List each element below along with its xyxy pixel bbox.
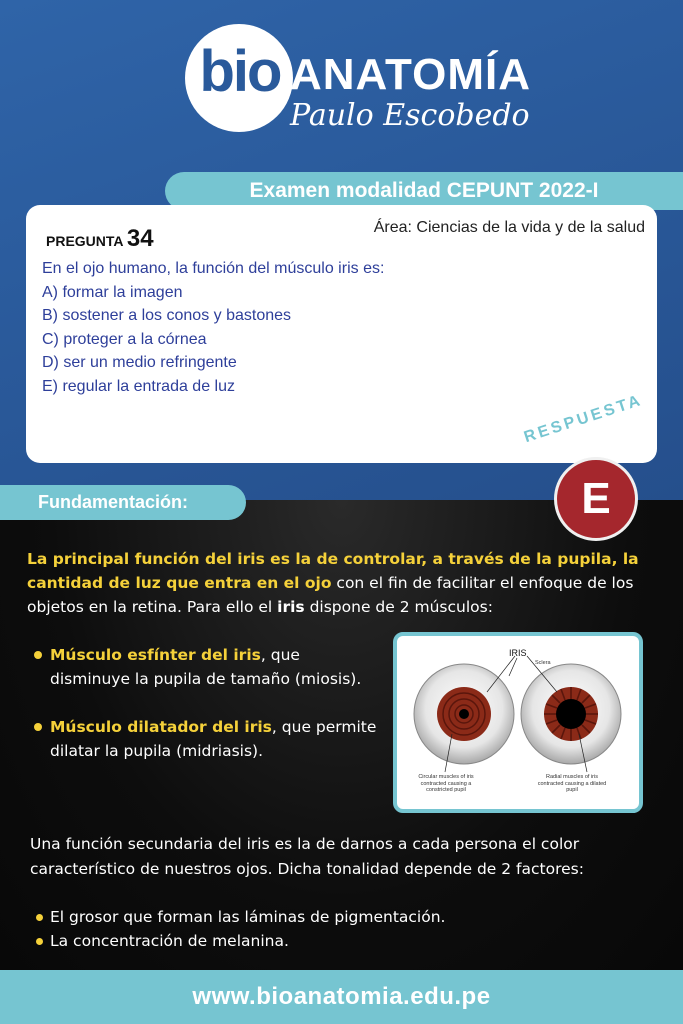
option-c: C) proteger a la córnea (42, 330, 207, 348)
question-number: 34 (126, 225, 154, 252)
exam-title: Examen modalidad CEPUNT 2022-I (249, 179, 599, 202)
logo-name: ANATOMÍA (290, 50, 532, 99)
logo-author: Paulo Escobedo (290, 98, 530, 133)
muscle-item (32, 715, 377, 763)
option-d: D) ser un medio refringente (42, 354, 237, 371)
intro-rest-1: con el fin de facilitar el enfoque de los objetos en la retina. Para ello el (27, 574, 634, 616)
answer-label: RESPUESTA (522, 391, 645, 447)
factor-list (36, 905, 445, 953)
intro-rest-2: dispone de 2 músculos: (304, 598, 493, 616)
question-area: Área: Ciencias de la vida y de la salud (373, 219, 645, 236)
bullet-icon (36, 914, 43, 921)
bullet-icon (34, 651, 42, 659)
answer-badge (554, 457, 638, 541)
option-b: B) sostener a los conos y bastones (42, 307, 292, 324)
section-title: Fundamentación: (38, 492, 189, 512)
muscle-desc: , que permite dilatar la pupila (midriasis). (50, 718, 377, 760)
section-tab (0, 485, 246, 520)
intro-paragraph (27, 547, 657, 619)
factor-text: La concentración de melanina. (50, 932, 289, 950)
bullet-icon (34, 723, 42, 731)
question-label-text: PREGUNTA (46, 233, 123, 249)
option-a: A) formar la imagen (42, 283, 183, 301)
muscle-item (32, 643, 377, 691)
caption-right: Radial muscles of iris contracted causing a dilated pupil (537, 774, 607, 793)
option-e: E) regular la entrada de luz (42, 377, 235, 395)
question-body (42, 257, 384, 398)
muscle-desc: , que disminuye la pupila de tamaño (miosis). (50, 646, 362, 688)
bullet-icon (36, 938, 43, 945)
muscle-name: Músculo esfínter del iris (50, 646, 261, 664)
factor-text: El grosor que forman las láminas de pigmentación. (50, 908, 446, 926)
intro-highlight: La principal función del iris es la de controlar, a través de la pupila, la cantidad de luz que entra en el ojo (27, 550, 639, 592)
footer-url[interactable]: www.bioanatomia.edu.pe (192, 983, 491, 1010)
answer-letter: E (581, 474, 611, 523)
secondary-paragraph: Una función secundaria del iris es la de darnos a cada persona el color característico de nuestros ojos. Dicha tonalidad depende de 2 factores: (30, 835, 584, 878)
iris-figure (393, 632, 643, 813)
right-pupil (556, 699, 586, 729)
muscle-list (32, 643, 377, 787)
logo-bio-text: bio (199, 39, 281, 104)
left-pupil (459, 709, 469, 719)
question-label (46, 225, 154, 253)
question-stem: En el ojo humano, la función del músculo iris es: (42, 260, 385, 277)
muscle-name: Músculo dilatador del iris (50, 718, 272, 736)
factor-item (36, 929, 445, 953)
factor-item (36, 905, 445, 929)
footer-bar (0, 970, 683, 1024)
intro-bold: iris (277, 598, 305, 616)
sclera-label: Sclera (535, 660, 551, 666)
caption-left: Circular muscles of iris contracted causing a constricted pupil (418, 774, 474, 793)
figure-title: IRIS (509, 648, 527, 658)
